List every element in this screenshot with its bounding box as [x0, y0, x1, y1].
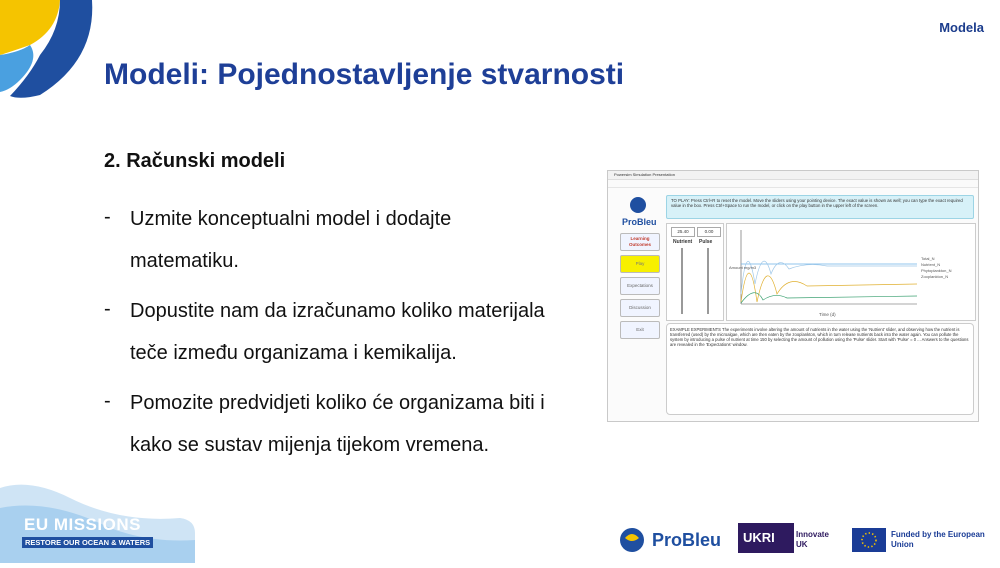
section-subtitle: 2. Računski modeli [104, 150, 286, 172]
sim-slider-panel [666, 223, 724, 321]
sim-graph [726, 223, 976, 321]
learning-outcomes-button[interactable]: Learning Outcomes [620, 233, 660, 251]
bullet-text-line: Dopustite nam da izračunamo koliko materijala [130, 300, 545, 322]
legend-item: Phytoplankton_N [921, 268, 952, 273]
sim-nav-panel [616, 193, 664, 411]
probleu-logo-icon [630, 197, 646, 213]
innovate-uk-text: Innovate UK [796, 530, 829, 549]
bullet-item [104, 290, 604, 374]
expectations-button[interactable]: Expectations [620, 277, 660, 295]
ukri-logo [738, 523, 794, 553]
nutrient-value-input[interactable]: 25.40 [671, 227, 695, 237]
section-label: Modela [939, 20, 984, 35]
bullet-marker: - [104, 206, 111, 228]
exit-button[interactable]: Exit [620, 321, 660, 339]
probleu-footer-text: ProBleu [652, 530, 722, 550]
missions-title: EU MISSIONS [24, 515, 141, 534]
sim-graph-plot [727, 224, 975, 320]
sim-experiments-box: EXAMPLE EXPERIMENTS The experiments involve altering the amount of nutrients in the water using the 'Nutrient' slider, and observing how the nutrient is transferred (used) by the microalgae, which are then eaten by the zooplankton, which in turn release nutrients back into the water again. You can pollute the system by introducing a pulse of nutrient at time 150 by selecting the amount of pollution using the 'Pulse' slider. Start with 'Pulse' = 0 ... Answers to the questions are revealed in the 'Expectations' window. [666, 323, 974, 415]
sim-toolbar [608, 180, 978, 188]
missions-subtitle: RESTORE OUR OCEAN & WATERS [22, 537, 153, 548]
sim-window-title: Powersim Simulation Presentation [608, 171, 978, 180]
nutrient-label: Nutrient [673, 239, 693, 245]
bullet-item [104, 198, 604, 282]
discussion-button[interactable]: Discussion [620, 299, 660, 317]
bullet-marker: - [104, 390, 111, 412]
nutrient-slider[interactable] [681, 248, 683, 314]
bullet-text-line: Pomozite predvidjeti koliko će organizama biti i [130, 392, 545, 414]
eu-stars-icon [852, 528, 886, 552]
simulation-screenshot [607, 170, 979, 422]
funded-by-eu-text: Funded by the European Union [891, 530, 985, 549]
page-title: Modeli: Pojednostavljenje stvarnosti [104, 58, 625, 91]
pulse-value-input[interactable]: 0.00 [697, 227, 721, 237]
bullet-list [104, 198, 604, 474]
bullet-text-line: teče između organizama i kemikalija. [130, 342, 457, 364]
pulse-slider[interactable] [707, 248, 709, 314]
bullet-item [104, 382, 604, 466]
graph-xlabel: Time (d) [819, 312, 836, 317]
bullet-marker: - [104, 298, 111, 320]
probleu-corner-logo [0, 0, 100, 100]
sim-help-box: TO PLAY: Press Ctrl+R to reset the model. Move the sliders using your pointing device. The exact value is shown as well; you can type the exact required value in the box. Press Ctrl+Space to run the model, or click on the play button in the upper left of the screen. [666, 195, 974, 219]
graph-ylabel: Amount mg/m3 [729, 265, 757, 270]
legend-item: Nutrient_N [921, 262, 941, 267]
ukri-text: UKRI [743, 530, 775, 545]
probleu-footer-icon [615, 526, 649, 554]
play-button[interactable]: Play [620, 255, 660, 273]
legend-item: Total_N [921, 256, 935, 261]
bullet-text-line: Uzmite konceptualni model i dodajte [130, 208, 452, 230]
bullet-text-line: kako se sustav mijenja tijekom vremena. [130, 434, 490, 456]
eu-missions-logo [0, 478, 195, 563]
eu-flag-icon [852, 528, 886, 552]
sim-logo-text: ProBleu [622, 217, 657, 227]
bullet-text-line: matematiku. [130, 250, 239, 272]
legend-item: Zooplankton_N [921, 274, 949, 279]
pulse-label: Pulse [699, 239, 713, 245]
